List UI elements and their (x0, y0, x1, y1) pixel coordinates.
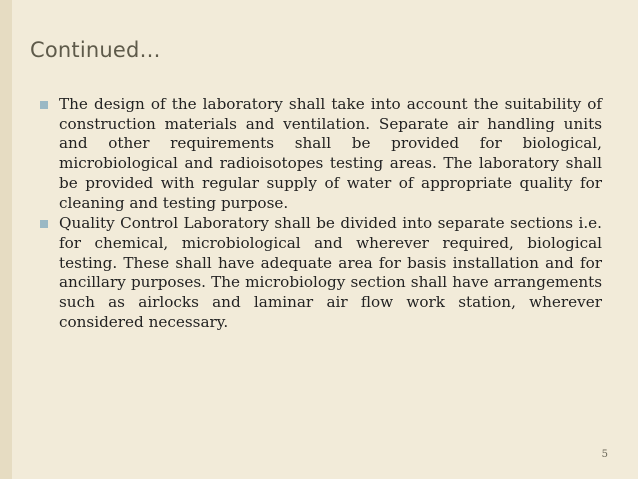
bullet-item (40, 214, 602, 332)
slide-title: Continued… (30, 38, 161, 62)
square-bullet-icon (40, 220, 48, 228)
page-number: 5 (601, 449, 608, 460)
bullet-item (40, 95, 602, 213)
bullet-text: The design of the laboratory shall take into account the suitability of construction materials and ventilation. Separate air handling units and other requirements shall be provided for biological, microbiological and radioisotopes testing areas. The laboratory shall be provided with regular supply of water of appropriate quality for cleaning and testing purpose. (59, 95, 602, 212)
bullet-list (40, 95, 602, 333)
bullet-text: Quality Control Laboratory shall be divided into separate sections i.e. for chemical, microbiological and wherever required, biological testing. These shall have adequate area for basis installation and for ancillary purposes. The microbiology section shall have arrangements such as airlocks and laminar air flow work station, wherever considered necessary. (59, 214, 602, 331)
left-margin-band (0, 0, 12, 479)
square-bullet-icon (40, 101, 48, 109)
